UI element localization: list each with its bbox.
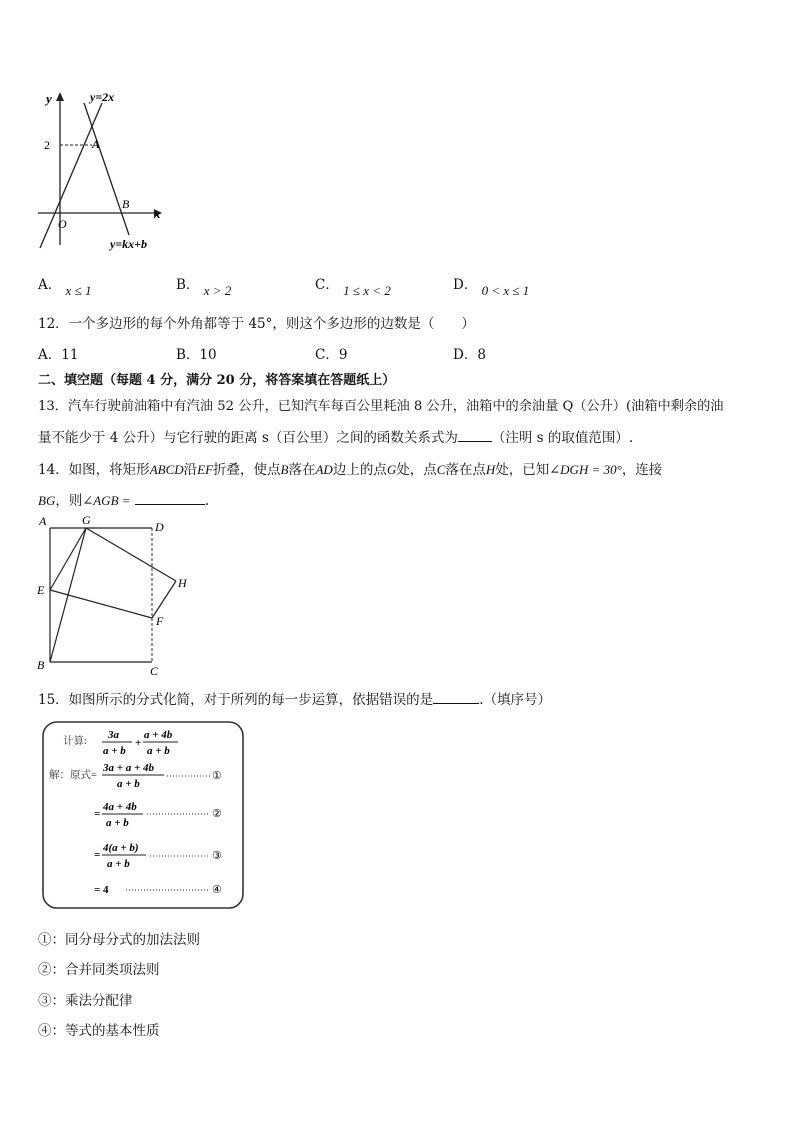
option-expr: x > 2 <box>203 283 232 298</box>
line1-label: y=2x <box>90 90 115 104</box>
q14-text: 沿 <box>183 462 198 478</box>
q13-text-b: （注明 s 的取值范围）. <box>491 430 634 446</box>
q12-option-d[interactable] <box>453 343 486 363</box>
vertex-h: H <box>178 576 187 590</box>
step3-den: a + b <box>107 858 130 870</box>
q13-line2 <box>38 426 633 446</box>
q14-fold-line: EF <box>197 462 214 477</box>
q14-side-ad: AD <box>315 462 333 477</box>
q14-line1 <box>38 458 662 478</box>
q14-text: 落在 <box>288 462 316 478</box>
x-axis-label: x <box>154 206 161 221</box>
q15-tail: .（填序号） <box>479 692 551 708</box>
step1-num: 3a + a + 4b <box>103 762 155 774</box>
solution-label: 解：原式= <box>49 770 97 781</box>
q14-answer-blank[interactable] <box>135 492 205 505</box>
answer-1[interactable]: ①：同分母分式的加法法则 <box>38 932 200 948</box>
step3-mark: ③ <box>212 850 222 862</box>
step3-eq: = <box>94 849 101 861</box>
calc-den2: a + b <box>147 745 170 757</box>
vertex-d: D <box>155 520 164 534</box>
option-value: 10 <box>199 347 217 363</box>
q14-text: 处，点 <box>396 462 437 478</box>
option-letter: B． <box>176 347 200 363</box>
calc-den1: a + b <box>103 745 126 757</box>
q11-option-d[interactable] <box>453 273 530 298</box>
option-value: 11 <box>61 347 79 363</box>
vertex-c: C <box>150 664 159 678</box>
q11-option-b[interactable] <box>176 273 232 298</box>
step2-num: 4a + 4b <box>103 801 137 813</box>
option-letter: B． <box>176 277 200 293</box>
section-heading: 二、填空题（每题 4 分，满分 20 分，将答案填在答题纸上） <box>38 373 396 388</box>
answer-3[interactable]: ③：乘法分配律 <box>38 993 133 1009</box>
q14-text: . <box>204 493 210 509</box>
y-tick-label: 2 <box>44 138 50 152</box>
vertex-b: B <box>37 658 45 672</box>
option-expr: 0 < x ≤ 1 <box>481 283 530 298</box>
q15-text <box>38 688 551 708</box>
answer-2[interactable]: ②：合并同类项法则 <box>38 962 160 978</box>
line-y-2x <box>40 103 102 248</box>
q14-point-b: B <box>280 462 289 477</box>
point-b-label: B <box>122 197 130 211</box>
q14-text: 落在点 <box>445 462 486 478</box>
q13-line1: 13．汽车行驶前油箱中有汽油 52 公升，已知汽车每百公里耗油 8 公升，油箱中的余油量 Q（公升）(油箱中剩余的油 <box>38 399 724 414</box>
q14-point-h: H <box>485 462 496 477</box>
q14-point-g: G <box>386 462 397 477</box>
q13-answer-blank[interactable] <box>458 429 492 442</box>
q14-angle-dgh: ∠DGH = 30° <box>549 462 622 477</box>
step2-mark: ② <box>212 808 222 820</box>
calc-plus: + <box>135 737 142 749</box>
step1-den: a + b <box>117 778 140 790</box>
point-a-label: A <box>92 137 101 151</box>
q12-option-a[interactable] <box>38 343 78 363</box>
q12-option-c[interactable] <box>315 343 347 363</box>
option-letter: A． <box>38 347 62 363</box>
calc-label: 计算: <box>63 736 87 747</box>
line2-label: y=kx+b <box>110 237 148 251</box>
q14-text: ，连接 <box>621 462 663 478</box>
y-axis-arrow-icon <box>56 92 64 101</box>
option-expr: 1 ≤ x < 2 <box>343 283 391 298</box>
q11-option-a[interactable] <box>38 273 92 298</box>
q14-point-c: C <box>436 462 446 477</box>
q14-text: 边上的点 <box>332 462 387 478</box>
q14-text: ，则 <box>55 493 83 509</box>
q11-graph <box>30 85 170 255</box>
option-value: 8 <box>477 347 486 363</box>
calc-num1: 3a <box>108 729 119 741</box>
q15-question: 15．如图所示的分式化简，对于所列的每一步运算，依据错误的是 <box>38 692 434 708</box>
origin-label: O <box>58 217 67 231</box>
q14-text: 处，已知 <box>495 462 550 478</box>
option-expr: x ≤ 1 <box>65 283 92 298</box>
q12-text: 12．一个多边形的每个外角都等于 45°，则这个多边形的边数是（ ） <box>38 316 475 332</box>
q11-option-c[interactable] <box>315 273 391 298</box>
vertex-a: A <box>39 514 47 528</box>
q14-text: 折叠，使点 <box>213 462 281 478</box>
segment-eg <box>50 528 86 590</box>
option-value: 9 <box>338 347 348 363</box>
option-letter: C． <box>315 347 339 363</box>
answer-4[interactable]: ④：等式的基本性质 <box>38 1023 160 1039</box>
calculation-box <box>40 718 250 913</box>
q12-option-b[interactable] <box>176 343 217 363</box>
option-letter: C． <box>315 277 339 293</box>
step4-expr: = 4 <box>94 884 109 896</box>
q14-text: 14．如图，将矩形 <box>38 462 150 478</box>
vertex-f: F <box>156 614 164 628</box>
q14-figure <box>30 512 200 680</box>
step2-den: a + b <box>106 817 129 829</box>
option-letter: A． <box>38 277 62 293</box>
line-y-kx-b <box>84 103 129 235</box>
option-letter: D． <box>453 347 478 363</box>
step1-mark: ① <box>212 770 222 782</box>
step4-mark: ④ <box>212 884 222 896</box>
step3-num: 4(a + b) <box>103 842 139 854</box>
segment-gh <box>86 528 176 581</box>
q15-answer-blank[interactable] <box>433 691 479 704</box>
segment-hf <box>152 581 176 618</box>
q14-rect-name: ABCD <box>149 462 184 477</box>
calc-num2: a + 4b <box>144 729 173 741</box>
y-axis-label: y <box>46 91 52 106</box>
q14-angle-agb: ∠AGB = <box>82 493 131 508</box>
vertex-e: E <box>37 583 45 597</box>
step2-eq: = <box>94 808 101 820</box>
q14-segment-bg: BG <box>38 493 56 508</box>
vertex-g: G <box>82 513 91 527</box>
option-letter: D． <box>453 277 478 293</box>
q14-line2 <box>38 489 209 509</box>
q13-text-a: 量不能少于 4 公升）与它行驶的距离 s（百公里）之间的函数关系式为 <box>38 430 458 446</box>
